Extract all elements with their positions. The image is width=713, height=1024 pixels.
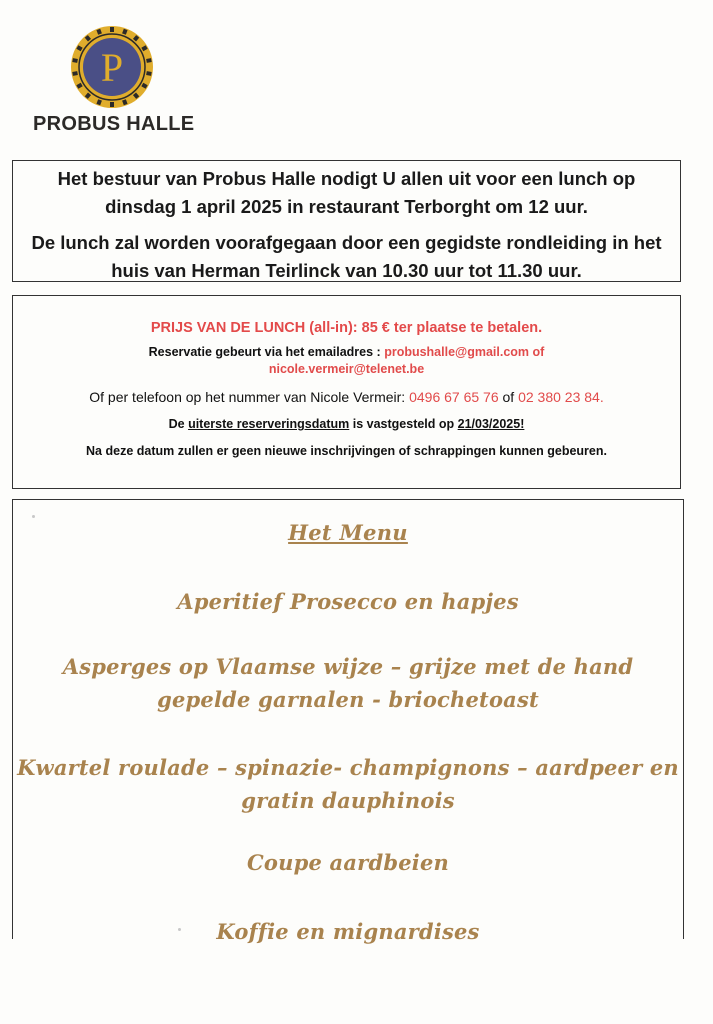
probus-logo [70,25,154,109]
email-link-nicole[interactable]: nicole.vermeir@telenet.be [268,362,425,376]
reservation-info-box [12,295,681,489]
probus-wheel-icon [70,25,154,109]
logo-letter: P [100,45,124,90]
deadline-label: uiterste reserveringsdatum [188,417,350,431]
phone-number-landline[interactable]: 02 380 23 84. [518,389,604,405]
phone-line [13,389,680,405]
menu-box [12,499,684,944]
deadline-prefix: De [168,417,189,431]
reservation-email-line [13,344,680,361]
invitation-text: Het bestuur van Probus Halle nodigt U allen uit voor een lunch op dinsdag 1 april 2025 in restaurant Terborght om 12 uur. [57,168,636,217]
invitation-box [12,160,681,282]
menu-item-asperges-text: Asperges op Vlaamse wijze – grijze met de hand gepelde garnalen - briochetoast [62,654,634,712]
menu-item-asperges [13,650,683,716]
paper-speck [32,515,35,518]
menu-title: Het Menu [288,520,408,545]
organization-name: PROBUS HALLE [33,113,195,135]
phone-joiner: of [498,389,519,405]
closing-notice: Na deze datum zullen er geen nieuwe inschrijvingen of schrappingen kunnen gebeuren. [86,444,607,458]
menu-item-aperitief: Aperitief Prosecco en hapjes [177,589,519,614]
deadline-middle: is vastgesteld op [349,417,458,431]
phone-prefix: Of per telefoon op het nummer van Nicole Vermeir: [89,389,410,405]
email-joiner: of [529,345,545,359]
menu-item-kwartel [13,751,683,817]
reservation-prefix: Reservatie gebeurt via het emailadres : [148,345,385,359]
menu-item-coupe: Coupe aardbeien [247,850,449,875]
paper-speck [178,928,181,931]
tour-text: De lunch zal worden voorafgegaan door een gegidste rondleiding in het huis van Herman Teirlinck van 10.30 uur tot 11.30 uur. [31,232,662,281]
menu-item-kwartel-text: Kwartel roulade – spinazie- champignons – aardpeer en gratin dauphinois [17,755,679,813]
phone-number-mobile[interactable]: 0496 67 65 76 [409,389,499,405]
email-link-probus[interactable]: probushalle@gmail.com [384,345,530,359]
menu-item-koffie: Koffie en mignardises [216,919,480,944]
deadline-date: 21/03/2025! [457,417,525,431]
deadline-line [13,417,680,431]
lunch-price: PRIJS VAN DE LUNCH (all-in): 85 € ter plaatse te betalen. [150,320,543,336]
